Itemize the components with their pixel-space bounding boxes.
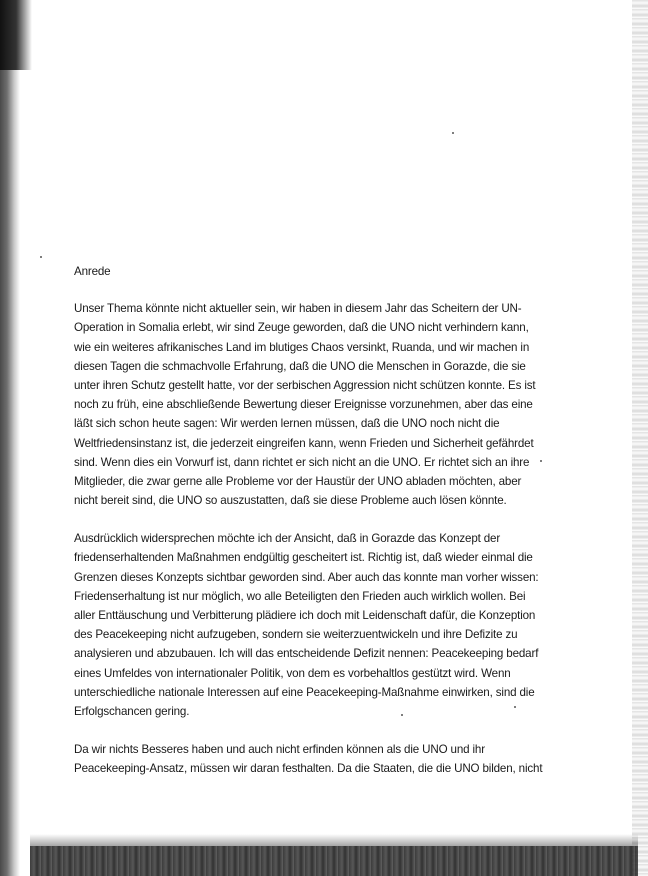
scan-speck: [40, 256, 42, 258]
scan-shadow-left: [0, 0, 20, 876]
text-line: sind. Wenn dies ein Vorwurf ist, dann richtet er sich nicht an die UNO. Er richtet sich an ihre: [74, 455, 530, 469]
text-line: Ausdrücklich widersprechen möchte ich der Ansicht, daß in Gorazde das Konzept der: [74, 532, 501, 546]
text-line: Weltfriedensinstanz ist, die jederzeit eingreifen kann, wenn Frieden und Sicherheit gefährdet: [74, 436, 534, 450]
text-line: eines Umfeldes von internationaler Politik, von dem es vorbehaltlos gestützt wird. Wenn: [74, 666, 511, 680]
scan-speck: [452, 132, 454, 134]
text-line: analysieren und abzubauen. Ich will das entscheidende Defizit nennen: Peacekeeping bedarf: [74, 647, 539, 661]
paragraph-3: [74, 740, 550, 778]
text-line: friedenserhaltenden Maßnahmen endgültig gescheitert ist. Richtig ist, daß wieder einmal die: [74, 551, 533, 565]
scan-shadow-bottom: [30, 846, 638, 876]
scan-shadow-bottom-fade: [30, 834, 638, 846]
salutation: Anrede: [74, 265, 111, 278]
text-line: Operation in Somalia erlebt, wir sind Zeuge geworden, daß die UNO nicht verhindern kann,: [74, 321, 529, 335]
text-line: Erfolgschancen gering.: [74, 704, 190, 718]
text-line: Peacekeeping-Ansatz, müssen wir daran festhalten. Da die Staaten, die die UNO bilden, nicht: [74, 762, 543, 776]
text-line: nicht bereit sind, die UNO so auszustatten, daß sie diese Probleme auch lösen könnte.: [74, 494, 507, 508]
text-line: Da wir nichts Besseres haben und auch nicht erfinden können als die UNO und ihr: [74, 743, 485, 757]
text-line: unter ihren Schutz gestellt hatte, vor der serbischen Aggression nicht schützen konnte. Es ist: [74, 378, 536, 392]
scan-noise-right: [632, 0, 648, 876]
text-line: läßt sich schon heute sagen: Wir werden lernen müssen, daß die UNO noch nicht die: [74, 417, 500, 431]
paragraph-1: [74, 299, 550, 510]
text-line: des Peacekeeping nicht aufzugeben, sondern sie weiterzuentwickeln und ihre Defizite zu: [74, 628, 518, 642]
text-line: aller Enttäuschung und Verbitterung plädiere ich doch mit Leidenschaft dafür, die Konzeption: [74, 609, 536, 623]
text-line: unterschiedliche nationale Interessen auf eine Peacekeeping-Maßnahme einwirken, sind die: [74, 685, 535, 699]
text-line: Friedenserhaltung ist nur möglich, wo alle Beteiligten den Frieden auch wirklich wollen. Bei: [74, 589, 526, 603]
text-line: diesen Tagen die schmachvolle Erfahrung, daß die UNO die Menschen in Gorazde, die sie: [74, 359, 526, 373]
paragraph-2: [74, 529, 550, 721]
text-line: noch zu früh, eine abschließende Bewertung dieser Ereignisse vorzunehmen, aber das eine: [74, 398, 533, 412]
text-line: Mitglieder, die zwar gerne alle Probleme vor der Haustür der UNO abladen möchten, aber: [74, 474, 522, 488]
scan-shadow-corner: [0, 0, 32, 70]
text-line: Unser Thema könnte nicht aktueller sein, wir haben in diesem Jahr das Scheitern der UN-: [74, 302, 522, 316]
text-line: wie ein weiteres afrikanisches Land im blutiges Chaos versinkt, Ruanda, und wir machen in: [74, 340, 530, 354]
document-body: [74, 262, 550, 798]
text-line: Grenzen dieses Konzepts sichtbar geworden sind. Aber auch das konnte man vorher wissen:: [74, 570, 539, 584]
